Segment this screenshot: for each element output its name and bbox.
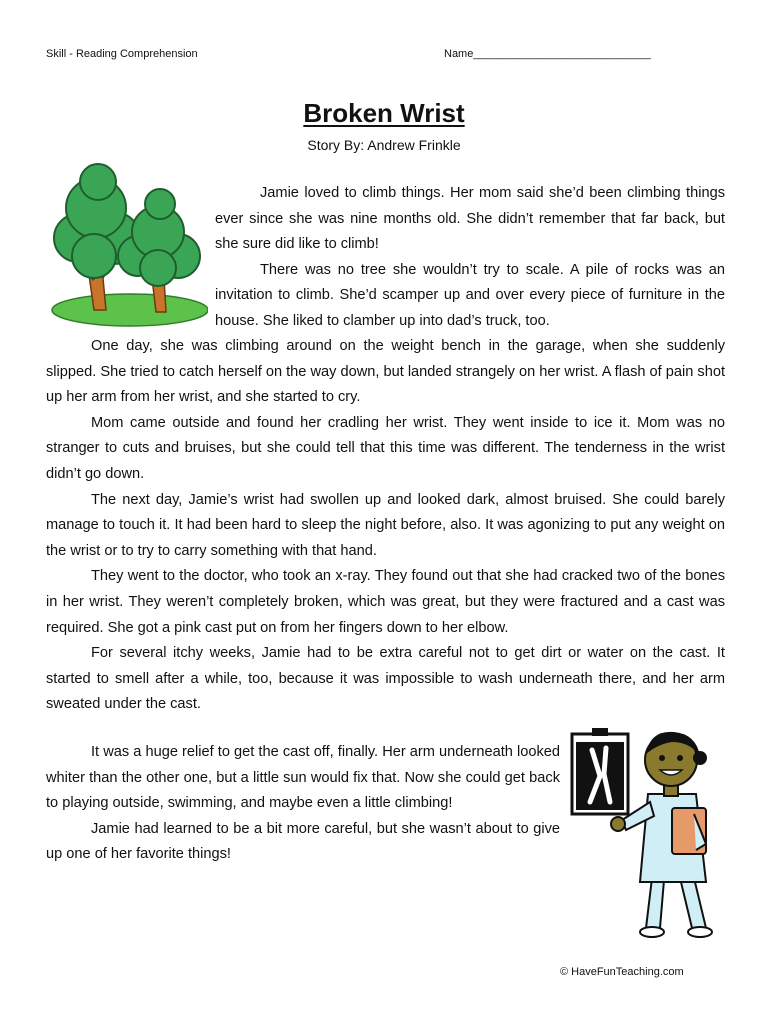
story-block-1: [215, 181, 725, 335]
trees-illustration-icon: [48, 160, 208, 332]
page-title: Broken Wrist: [303, 98, 465, 128]
story-paragraph: For several itchy weeks, Jamie had to be extra careful not to get dirt or water on the cast. It started to smell after a while, too, because it was impossible to wash underneath there, and her arm sweated under the cast.: [46, 645, 725, 713]
skill-label: Skill - Reading Comprehension: [46, 48, 198, 60]
story-paragraph: There was no tree she wouldn’t try to scale. A pile of rocks was an invitation to climb. She’d scamper up and over every piece of furniture in the house. She liked to clamber up into dad’s truck, too.: [215, 261, 725, 329]
story-paragraph: They went to the doctor, who took an x-ray. They found out that she had cracked two of the bones in her wrist. They weren’t completely broken, which was great, but they were fractured and a cast was required. She got a pink cast put on from her fingers down to her elbow.: [46, 568, 725, 636]
story-paragraph: Jamie had learned to be a bit more careful, but she wasn’t about to give up one of her favorite things!: [46, 820, 560, 863]
story-block-2: [46, 334, 725, 718]
story-block-3: [46, 740, 560, 868]
story-paragraph: The next day, Jamie’s wrist had swollen up and looked dark, almost bruised. She could barely manage to touch it. It had been hard to sleep the night before, also. It was agonizing to put any weight on the wrist or to try to carry something with that hand.: [46, 491, 725, 559]
story-paragraph: Jamie loved to climb things. Her mom said she’d been climbing things ever since she was nine months old. She didn’t remember that far back, but she sure did like to climb!: [215, 185, 725, 253]
story-paragraph: It was a huge relief to get the cast off, finally. Her arm underneath looked whiter than the other one, but a little sun would fix that. Now she could get back to playing outside, swimming, and maybe even a little climbing!: [46, 744, 560, 812]
story-paragraph: One day, she was climbing around on the weight bench in the garage, when she suddenly slipped. She tried to catch herself on the way down, but landed strangely on her wrist. A flash of pain shot up her arm from her wrist, and she started to cry.: [46, 338, 726, 406]
story-byline: Story By: Andrew Frinkle: [307, 137, 461, 153]
doctor-with-xray-icon: [566, 718, 726, 942]
copyright-footer: © HaveFunTeaching.com: [560, 966, 684, 978]
name-field: Name_____________________________: [444, 48, 651, 60]
story-paragraph: Mom came outside and found her cradling her wrist. They went inside to ice it. Mom was no stranger to cuts and bruises, but she could tell that this time was different. The tenderness in the wrist didn’t go down.: [46, 414, 725, 482]
